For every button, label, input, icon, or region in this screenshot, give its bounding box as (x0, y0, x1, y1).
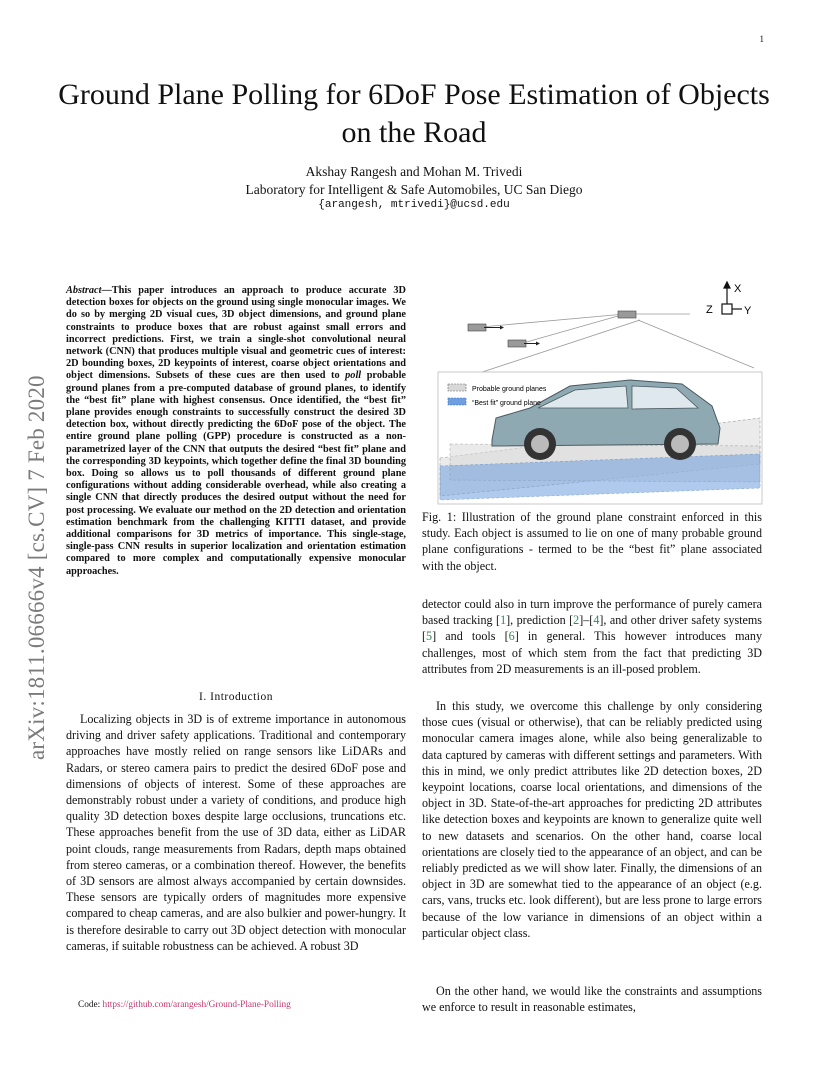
axis-z-label: Z (706, 304, 713, 316)
author-email: {arangesh, mtrivedi}@ucsd.edu (318, 199, 510, 211)
footnote-label: Code: (78, 1000, 103, 1010)
right-paragraph-3: On the other hand, we would like the constraints and assumptions we enforce to result in reasonable estimates, (422, 984, 762, 1015)
citation-link[interactable]: 1 (500, 613, 507, 628)
text-run: ]–[ (579, 613, 594, 628)
author-block (0, 163, 828, 199)
citation-link[interactable]: 5 (426, 629, 433, 644)
text-run: ], prediction [ (506, 613, 574, 628)
code-link[interactable]: https://github.com/arangesh/Ground-Plane-Polling (102, 1000, 291, 1010)
arxiv-stamp: arXiv:1811.06666v4 [cs.CV] 7 Feb 2020 (24, 375, 49, 760)
citation-link[interactable]: 6 (508, 629, 515, 644)
authors: Akshay Rangesh and Mohan M. Trivedi (305, 164, 523, 179)
affiliation: Laboratory for Intelligent & Safe Automobiles, UC San Diego (245, 182, 583, 197)
page-number: 1 (759, 34, 764, 44)
abstract-label: Abstract (66, 285, 102, 296)
text-run: ] in general. This however introduces many challenges, most of which stem from the fact that predicting 3D attributes from 2D measurements is an ill-posed problem. (422, 629, 762, 676)
axis-y-label: Y (744, 305, 752, 317)
right-paragraph-1 (422, 596, 762, 677)
text-run: ] and tools [ (432, 629, 509, 644)
text-run: ], and other driver safety systems [ (422, 613, 763, 644)
intro-paragraph: Localizing objects in 3D is of extreme importance in autonomous driving and driver safety applications. Traditional and contemporary approaches have mostly relied on range sensors like LiDARs and Radars, or stereo camera pairs to predict the desired 6DoF pose and dimensions of objects of interest. Some of these approaches are demonstrably robust under a variety of conditions, and produce high quality 3D detection boxes despite large occlusions, truncations etc. These approaches benefit from the use of 3D data, either as LiDAR point clouds, range measurements from Radars, depth maps obtained from stereo cameras, or a combination thereof. However, the benefits of 3D sensors are almost always accompanied by certain downsides. These sensors are typically orders of magnitudes more expensive compared to cheap cameras, and are also bulkier and power-hungry. It is therefore desirable to carry out 3D object detection with monocular cameras, if suitable robustness can be achieved. A robust 3D (66, 712, 406, 953)
citation-link[interactable]: 2 (573, 613, 580, 628)
legend-best-fit: “Best fit” ground plane (472, 400, 541, 407)
abstract (66, 285, 406, 578)
small-car-3 (618, 311, 636, 318)
abstract-italic: poll (345, 370, 362, 382)
text-run: detector could also in turn improve the performance of purely camera based tracking [ (422, 597, 762, 628)
abstract-text-2: probable ground planes from a pre-computed database of ground planes, to identify the “best fit” plane with highest consensus. Once identified, the “best fit” plane provides enough constraints to successfully construct the desired 3D detection box, without directly predicting the 6DoF pose of the object. The entire ground plane polling (GPP) procedure is constructed as a non-parametrized layer of the CNN that outputs the desired “best fit” plane and the corresponding 3D keypoints, which together define the final 3D bounding box. Doing so allows us to poll thousands of different ground plane configurations without adding considerable overhead, while also creating a single CNN that directly produces the desired output without the need for post processing. We evaluate our method on the 2D detection and orientation estimation benchmark from the challenging KITTI dataset, and provide additional comparisons for 3D metrics of importance. This single-stage, single-pass CNN results in superior localization and orientation estimation compared to more complex and computationally expensive monocular approaches. (66, 370, 406, 577)
section-heading-introduction: I. Introduction (199, 691, 273, 703)
small-car-2 (508, 340, 540, 347)
legend-probable: Probable ground planes (472, 386, 547, 393)
citation-link[interactable]: 4 (593, 613, 600, 628)
axis-x-label: X (734, 283, 742, 295)
footnote (78, 1000, 291, 1010)
abstract-text: —This paper introduces an approach to produce accurate 3D detection boxes for objects on the ground using single monocular images. We do so by merging 2D visual cues, 3D object dimensions, and ground plane constraints to produce boxes that are robust against small errors and incorrect predictions. First, we train a single-shot convolutional neural network (CNN) that produces multiple visual and geometric cues of interest: 2D bounding boxes, 2D keypoints of interest, coarse object orientations and object dimensions. Subsets of these cues are then used to (66, 285, 406, 382)
figure-caption: Fig. 1: Illustration of the ground plane constraint enforced in this study. Each object is assumed to lie on one of many probable ground plane configurations - termed to be the “best fit” plane associated with the object. (422, 510, 762, 573)
right-paragraph-2: In this study, we overcome this challenge by only considering those cues (visual or otherwise), that can be reliably predicted using monocular camera images alone, while also being generalizable to data captured by cameras with different settings and parameters. With this in mind, we only predict attributes like 2D detection boxes, 2D keypoint locations, coarse local orientations, and dimensions of the object in 3D. State-of-the-art approaches for predicting 2D attributes like detection boxes and keypoints are known to generalize quite well to new datasets and scenarios. On the other hand, coarse local orientations are closely tied to the appearance of an object, and can be reliably predicted as we will show later. Finally, the dimensions of an object in 3D are somewhat tied to the appearance of an object (e.g. cars, vans, trucks etc. look different), but are less prone to large errors because of the low variance in dimensions of an object within a particular object class. (422, 699, 762, 940)
figure-1 (430, 268, 770, 508)
paper-title: Ground Plane Polling for 6DoF Pose Estimation of Objects on the Road (58, 78, 770, 149)
